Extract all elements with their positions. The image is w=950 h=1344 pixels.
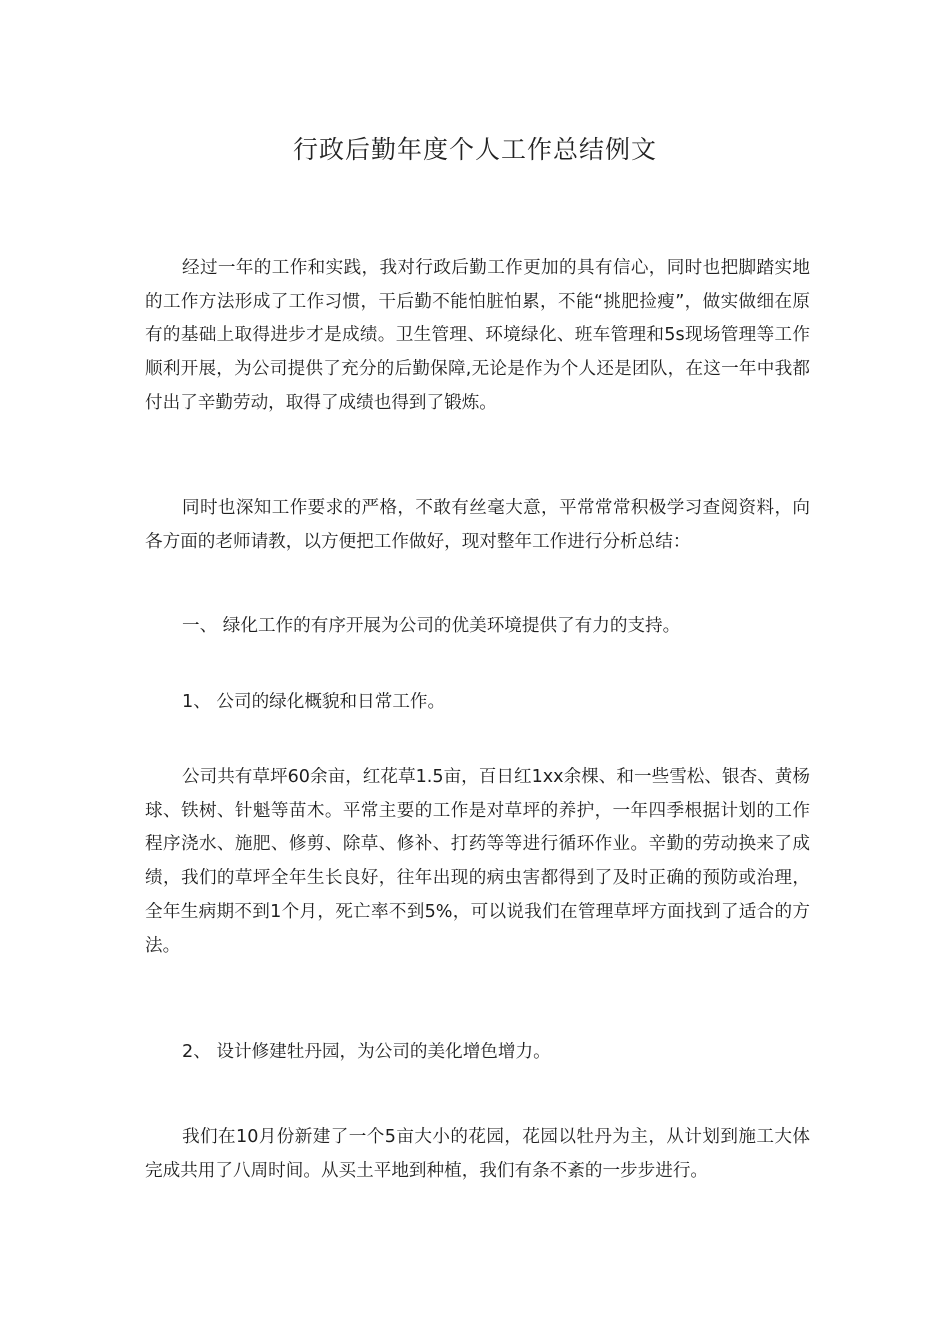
paragraph-reflection: 同时也深知工作要求的严格，不敢有丝毫大意，平常常常积极学习查阅资料，向各方面的老师请教，以方便把工作做好，现对整年工作进行分析总结：	[145, 498, 810, 552]
subsection-heading-2: 2、 设计修建牡丹园，为公司的美化增色增力。	[182, 1042, 551, 1062]
section-heading-greening: 一、 绿化工作的有序开展为公司的优美环境提供了有力的支持。	[182, 616, 681, 636]
document-title: 行政后勤年度个人工作总结例文	[292, 135, 657, 164]
paragraph-peony-garden: 我们在10月份新建了一个5亩大小的花园，花园以牡丹为主，从计划到施工大体完成共用了八周时间。从买土平地到种植，我们有条不紊的一步步进行。	[145, 1127, 810, 1181]
paragraph-intro: 经过一年的工作和实践，我对行政后勤工作更加的具有信心，同时也把脚踏实地的工作方法形成了工作习惯，干后勤不能怕脏怕累，不能“挑肥捡瘦”，做实做细在原有的基础上取得进步才是成绩。卫生管理、环境绿化、班车管理和5s现场管理等工作顺利开展，为公司提供了充分的后勤保障,无论是作为个人还是团队，在这一年中我都付出了辛勤劳动，取得了成绩也得到了锻炼。	[145, 258, 810, 413]
subsection-heading-1: 1、 公司的绿化概貌和日常工作。	[182, 692, 446, 712]
paragraph-lawn-care: 公司共有草坪60余亩，红花草1.5亩，百日红1xx余棵、和一些雪松、银杏、黄杨球、铁树、针魁等苗木。平常主要的工作是对草坪的养护，一年四季根据计划的工作程序浇水、施肥、修剪、除草、修补、打药等等进行循环作业。辛勤的劳动换来了成绩，我们的草坪全年生长良好，往年出现的病虫害都得到了及时正确的预防或治理，全年生病期不到1个月，死亡率不到5%，可以说我们在管理草坪方面找到了适合的方法。	[145, 767, 810, 956]
